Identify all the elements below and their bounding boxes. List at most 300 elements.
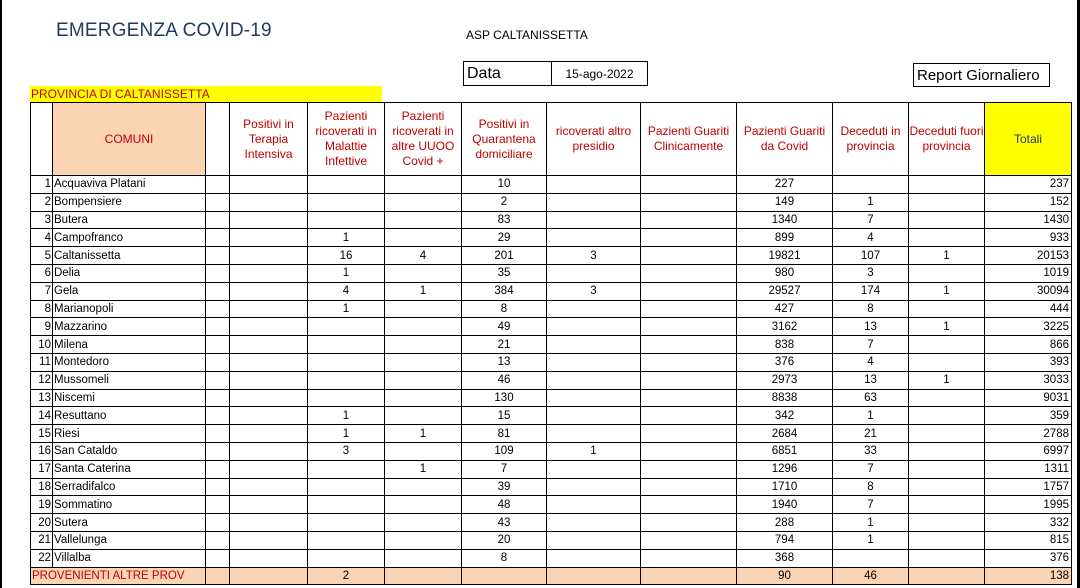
cell-di: 4 [833,353,909,371]
cell-mi [308,336,385,354]
row-comune: Villalba [53,549,206,567]
cell-gd: 8838 [737,389,833,407]
cell-mi [308,389,385,407]
row-comune: Niscemi [53,389,206,407]
header-comuni: COMUNI [53,103,206,176]
cell-qd: 49 [462,318,547,336]
cell-mi: 1 [308,407,385,425]
table-row [31,442,1072,460]
cell-uu [385,496,462,514]
cell-df [909,336,985,354]
cell-totale: 359 [985,407,1072,425]
table-row [31,318,1072,336]
cell-di [833,549,909,567]
cell-mi: 1 [308,300,385,318]
cell-rp [547,264,641,282]
cell-totale: 2788 [985,425,1072,443]
row-number: 8 [31,300,53,318]
cell-gc [641,478,737,496]
row-spacer [206,211,230,229]
header-quarantena: Positivi in Quarantena domiciliare [462,103,547,176]
cell-di: 46 [833,567,909,584]
cell-uu: 4 [385,247,462,265]
row-number: 10 [31,336,53,354]
cell-di: 1 [833,514,909,532]
cell-totale: 376 [985,549,1072,567]
row-number: 21 [31,531,53,549]
province-label: PROVINCIA DI CALTANISSETTA [30,86,382,102]
covid-table [30,102,1072,585]
row-spacer [206,389,230,407]
row-comune: Mussomeli [53,371,206,389]
table-row [31,211,1072,229]
cell-di: 8 [833,300,909,318]
cell-ti [230,336,308,354]
cell-gd: 227 [737,176,833,194]
table-row [31,336,1072,354]
cell-ti [230,478,308,496]
row-spacer [206,442,230,460]
cell-qd: 48 [462,496,547,514]
row-spacer [206,318,230,336]
cell-qd: 130 [462,389,547,407]
cell-di: 8 [833,478,909,496]
cell-df [909,514,985,532]
cell-di: 3 [833,264,909,282]
cell-totale: 237 [985,176,1072,194]
row-spacer [206,229,230,247]
row-number: 22 [31,549,53,567]
row-spacer [206,336,230,354]
cell-mi [308,353,385,371]
cell-uu: 1 [385,282,462,300]
cell-qd: 83 [462,211,547,229]
cell-uu [385,442,462,460]
table-row [31,496,1072,514]
header-spacer [206,103,230,176]
cell-totale: 1019 [985,264,1072,282]
cell-totale: 866 [985,336,1072,354]
cell-gd: 838 [737,336,833,354]
cell-ti [230,318,308,336]
cell-mi [308,514,385,532]
row-comune: Delia [53,264,206,282]
cell-rp: 3 [547,247,641,265]
cell-gc [641,336,737,354]
cell-gc [641,282,737,300]
cell-df [909,300,985,318]
cell-ti [230,407,308,425]
cell-qd [462,567,547,584]
cell-gd: 288 [737,514,833,532]
row-comune: Resuttano [53,407,206,425]
cell-di: 1 [833,193,909,211]
cell-qd: 10 [462,176,547,194]
cell-gd: 368 [737,549,833,567]
row-comune: Vallelunga [53,531,206,549]
table-row [31,460,1072,478]
cell-totale: 444 [985,300,1072,318]
row-number: 3 [31,211,53,229]
cell-totale: 3033 [985,371,1072,389]
cell-rp [547,496,641,514]
cell-qd: 2 [462,193,547,211]
row-number: 17 [31,460,53,478]
cell-gd: 29527 [737,282,833,300]
cell-gc [641,549,737,567]
table-row [31,549,1072,567]
cell-gd: 2973 [737,371,833,389]
cell-ti [230,442,308,460]
cell-gd: 3162 [737,318,833,336]
cell-totale: 6997 [985,442,1072,460]
date-label: Data [463,61,552,86]
header-guariti: Pazienti Guariti da Covid [737,103,833,176]
cell-df [909,176,985,194]
header-deceduti-in: Deceduti in provincia [833,103,909,176]
cell-gd: 1710 [737,478,833,496]
cell-uu [385,478,462,496]
table-row [31,282,1072,300]
cell-di: 174 [833,282,909,300]
cell-totale: 3225 [985,318,1072,336]
cell-qd: 39 [462,478,547,496]
row-number: 5 [31,247,53,265]
cell-gd: 1940 [737,496,833,514]
table-row-altre-prov [31,567,1072,584]
cell-rp [547,176,641,194]
row-number: 14 [31,407,53,425]
header-terapia: Positivi in Terapia Intensiva [230,103,308,176]
cell-df [909,496,985,514]
cell-df: 1 [909,282,985,300]
cell-ti [230,531,308,549]
cell-ti [230,460,308,478]
row-spacer [206,407,230,425]
cell-df [909,478,985,496]
cell-mi [308,318,385,336]
cell-qd: 35 [462,264,547,282]
cell-gd: 90 [737,567,833,584]
cell-qd: 46 [462,371,547,389]
row-number: 9 [31,318,53,336]
cell-qd: 201 [462,247,547,265]
cell-rp [547,318,641,336]
cell-mi [308,531,385,549]
cell-di: 13 [833,318,909,336]
row-number: 16 [31,442,53,460]
cell-uu [385,318,462,336]
cell-mi: 3 [308,442,385,460]
row-spacer [206,567,230,584]
row-comune: Sutera [53,514,206,532]
cell-df [909,229,985,247]
cell-df [909,549,985,567]
cell-ti [230,211,308,229]
cell-di [833,176,909,194]
cell-qd: 8 [462,549,547,567]
cell-uu [385,176,462,194]
cell-totale: 933 [985,229,1072,247]
cell-df [909,407,985,425]
row-comune: Acquaviva Platani [53,176,206,194]
row-altre-name: PROVENIENTI ALTRE PROV [31,567,206,584]
header-totali: Totali [985,103,1072,176]
cell-gc [641,514,737,532]
row-comune: Montedoro [53,353,206,371]
table-row [31,300,1072,318]
row-spacer [206,549,230,567]
cell-mi: 1 [308,425,385,443]
cell-gd: 1296 [737,460,833,478]
cell-gc [641,247,737,265]
left-border [0,0,2,588]
header-uuoo: Pazienti ricoverati in altre UUOO Covid + [385,103,462,176]
cell-gc [641,264,737,282]
table-row [31,193,1072,211]
cell-uu [385,371,462,389]
row-spacer [206,371,230,389]
cell-ti [230,425,308,443]
cell-gc [641,567,737,584]
cell-rp [547,549,641,567]
cell-ti [230,264,308,282]
cell-uu [385,389,462,407]
cell-gd: 19821 [737,247,833,265]
cell-rp [547,567,641,584]
cell-gd: 2684 [737,425,833,443]
cell-rp: 1 [547,442,641,460]
cell-mi: 16 [308,247,385,265]
cell-gc [641,229,737,247]
cell-qd: 13 [462,353,547,371]
cell-gc [641,300,737,318]
row-spacer [206,193,230,211]
row-number: 18 [31,478,53,496]
row-comune: Campofranco [53,229,206,247]
cell-mi: 2 [308,567,385,584]
cell-df [909,567,985,584]
cell-uu [385,567,462,584]
row-number: 6 [31,264,53,282]
table-row [31,353,1072,371]
cell-di: 7 [833,211,909,229]
cell-totale: 815 [985,531,1072,549]
cell-gc [641,496,737,514]
cell-rp [547,514,641,532]
table-row [31,176,1072,194]
cell-gc [641,425,737,443]
cell-di: 13 [833,371,909,389]
table-row [31,425,1072,443]
cell-qd: 8 [462,300,547,318]
cell-gc [641,531,737,549]
row-spacer [206,247,230,265]
cell-gd: 342 [737,407,833,425]
table-row [31,389,1072,407]
cell-di: 7 [833,460,909,478]
row-spacer [206,514,230,532]
row-spacer [206,300,230,318]
row-number: 11 [31,353,53,371]
cell-di: 7 [833,496,909,514]
row-comune: Bompensiere [53,193,206,211]
cell-ti [230,229,308,247]
cell-gd: 1340 [737,211,833,229]
row-comune: Serradifalco [53,478,206,496]
cell-rp [547,478,641,496]
cell-rp [547,407,641,425]
cell-rp [547,371,641,389]
cell-uu [385,264,462,282]
cell-uu [385,549,462,567]
cell-di: 21 [833,425,909,443]
cell-totale: 1757 [985,478,1072,496]
cell-mi: 4 [308,282,385,300]
cell-ti [230,549,308,567]
cell-di: 1 [833,407,909,425]
cell-mi [308,460,385,478]
cell-df: 1 [909,371,985,389]
row-spacer [206,496,230,514]
cell-df [909,264,985,282]
table-row [31,478,1072,496]
cell-gc [641,460,737,478]
cell-uu [385,514,462,532]
row-number: 4 [31,229,53,247]
cell-rp [547,300,641,318]
cell-rp [547,229,641,247]
cell-df [909,389,985,407]
cell-rp [547,211,641,229]
cell-di: 33 [833,442,909,460]
cell-ti [230,371,308,389]
cell-di: 1 [833,531,909,549]
cell-totale: 1311 [985,460,1072,478]
cell-mi [308,496,385,514]
row-spacer [206,531,230,549]
cell-uu [385,300,462,318]
row-number: 7 [31,282,53,300]
cell-di: 63 [833,389,909,407]
row-comune: Mazzarino [53,318,206,336]
cell-totale: 332 [985,514,1072,532]
cell-gc [641,389,737,407]
table-row [31,264,1072,282]
cell-df [909,531,985,549]
cell-di: 107 [833,247,909,265]
cell-ti [230,496,308,514]
cell-rp [547,531,641,549]
cell-gc [641,211,737,229]
cell-uu [385,211,462,229]
cell-totale: 1995 [985,496,1072,514]
cell-ti [230,567,308,584]
cell-totale: 393 [985,353,1072,371]
table-row [31,531,1072,549]
cell-gd: 376 [737,353,833,371]
row-comune: Riesi [53,425,206,443]
cell-rp [547,193,641,211]
cell-uu [385,229,462,247]
cell-gc [641,371,737,389]
report-label: Report Giornaliero [913,63,1050,87]
row-spacer [206,353,230,371]
cell-rp [547,460,641,478]
cell-gd: 427 [737,300,833,318]
row-spacer [206,282,230,300]
cell-rp [547,353,641,371]
header-deceduti-fuori: Deceduti fuori provincia [909,103,985,176]
row-comune: Santa Caterina [53,460,206,478]
cell-df [909,193,985,211]
cell-rp [547,425,641,443]
row-number: 20 [31,514,53,532]
cell-gc [641,353,737,371]
cell-gc [641,407,737,425]
table-row [31,371,1072,389]
cell-totale: 30094 [985,282,1072,300]
cell-ti [230,282,308,300]
cell-df [909,460,985,478]
cell-qd: 21 [462,336,547,354]
cell-gd: 6851 [737,442,833,460]
row-number: 19 [31,496,53,514]
asp-label: ASP CALTANISSETTA [466,28,588,42]
row-comune: San Cataldo [53,442,206,460]
cell-uu [385,531,462,549]
cell-uu [385,193,462,211]
cell-gc [641,176,737,194]
cell-qd: 43 [462,514,547,532]
cell-uu [385,407,462,425]
row-spacer [206,478,230,496]
row-number: 1 [31,176,53,194]
cell-df [909,353,985,371]
cell-totale: 138 [985,567,1072,584]
row-spacer [206,425,230,443]
table-row [31,247,1072,265]
header-num [31,103,53,176]
cell-gd: 149 [737,193,833,211]
cell-qd: 7 [462,460,547,478]
row-spacer [206,176,230,194]
row-number: 13 [31,389,53,407]
cell-ti [230,389,308,407]
cell-ti [230,514,308,532]
cell-uu: 1 [385,425,462,443]
cell-mi [308,193,385,211]
cell-rp [547,336,641,354]
row-comune: Gela [53,282,206,300]
table-row [31,229,1072,247]
cell-rp [547,389,641,407]
row-number: 15 [31,425,53,443]
cell-mi [308,371,385,389]
cell-uu: 1 [385,460,462,478]
cell-gc [641,442,737,460]
cell-gd: 794 [737,531,833,549]
cell-mi: 1 [308,229,385,247]
cell-ti [230,353,308,371]
row-spacer [206,460,230,478]
cell-gd: 980 [737,264,833,282]
cell-qd: 384 [462,282,547,300]
cell-df: 1 [909,247,985,265]
cell-qd: 20 [462,531,547,549]
cell-totale: 20153 [985,247,1072,265]
header-clinicamente: Pazienti Guariti Clinicamente [641,103,737,176]
